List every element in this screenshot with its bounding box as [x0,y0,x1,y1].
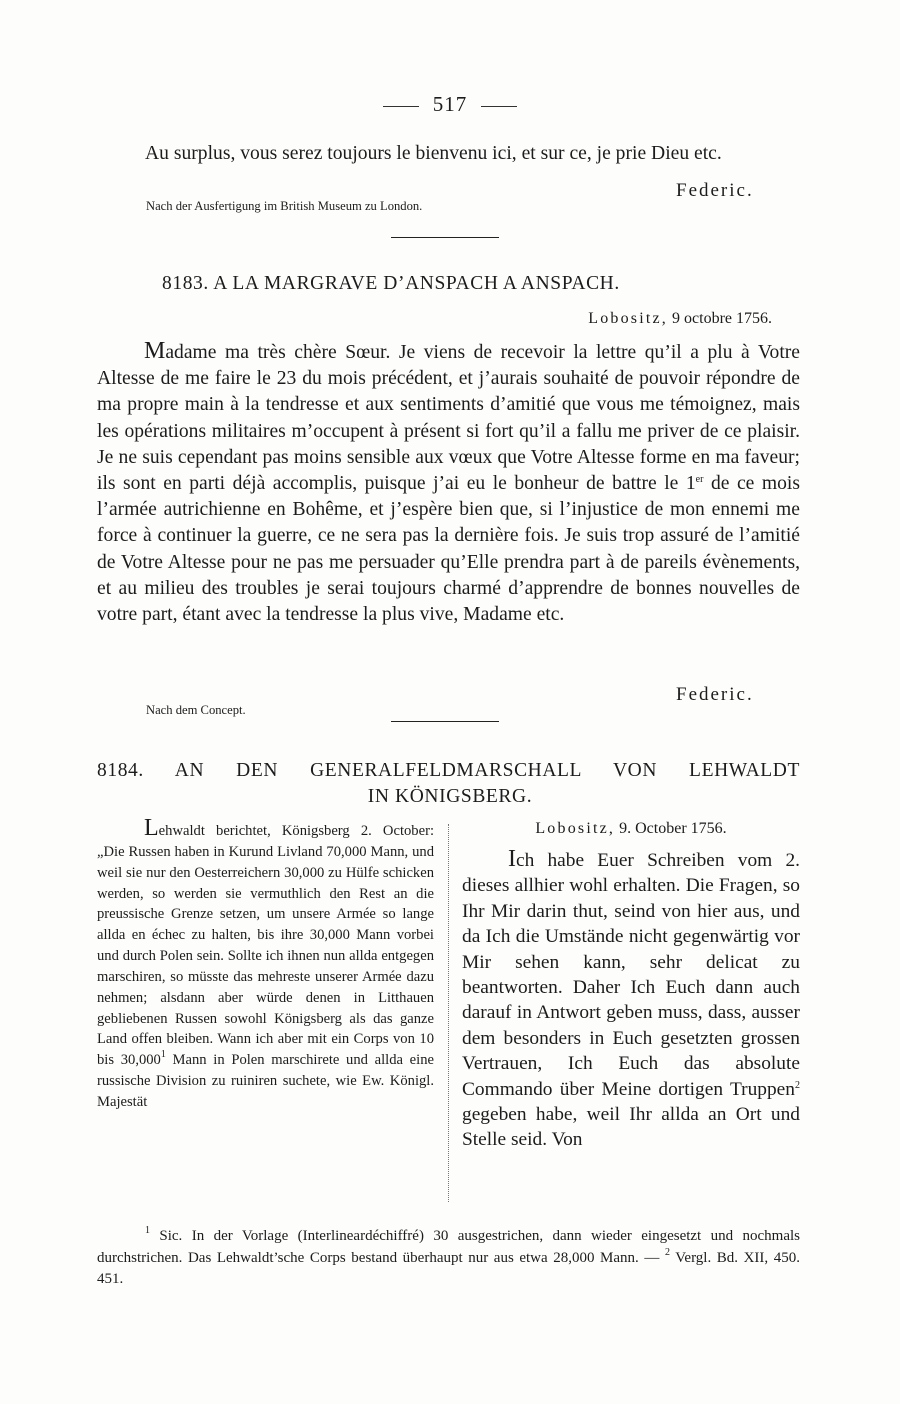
letter-8184-dateline [462,820,800,838]
letter-8183-signature: Federic. [676,684,754,705]
reply-footnote-mark: 2 [795,1079,800,1091]
footnotes [97,1226,800,1291]
footnote-1-mark: 1 [145,1225,150,1236]
report-text-part1: ehwaldt berichtet, Königsberg 2. October: „Die Russen haben in Kurund Livland 70,000 Mann, und weil sie nur den Oesterreichern 30,000 zu Hülfe schicken werden, so werden sie vermuthlich den Rest an die preussische Grenze setzen, um unsere Armée so lange allda en échec zu halten, bis ihre 30,000 Mann vorbei und durch Polen sein. Sollte ich ihnen nun allda entgegen marschiren, so müsste das mehreste unserer Armée dazu nehmen; alsdann aber würde denen in Litthauen gebliebenen Russen sowohl Königsberg als das ganze Land offen bleiben. Wann ich aber mit ein Corps von 10 bis 30,000 [97,823,434,1069]
letter-8183-place: Lobositz, [588,310,669,327]
letter-8183-heading: 8183. A LA MARGRAVE D’ANSPACH A ANSPACH. [162,273,620,294]
letter-8183-superscript: er [695,474,704,486]
header-dash-left [383,106,419,107]
intro-signature: Federic. [676,180,754,201]
letter-8184-place: Lobositz, [535,820,616,837]
letter-8183-source-note: Nach dem Concept. [146,703,246,717]
footnote-2-text: Vergl. Bd. XII, 450. 451. [97,1249,800,1287]
letter-8184-date: 9. October 1756. [619,820,727,837]
column-divider [448,824,449,1202]
report-initial: L [144,815,159,841]
reply-text-part2: gegeben habe, weil Ihr allda an Ort und Stelle seid. Von [462,1104,800,1151]
header-dash-right [481,106,517,107]
footnote-1-text: Sic. In der Vorlage (Interlineardéchiffré) 30 ausgestrichen, dann wieder eingesetzt und nochmals durchstrichen. Das Lehwaldt’sche Corps bestand überhaupt nur aus etwa 28,000 Mann. — [97,1228,800,1266]
king-reply-column [462,847,800,1153]
intro-source-note: Nach der Ausfertigung im British Museum zu London. [146,199,423,213]
letter-8184-heading-line1: 8184. AN DEN GENERALFELDMARSCHALL VON LEHWALDT [97,760,800,781]
report-text-part2: Mann in Polen marschirete und allda eine russische Division zu ruiniren suchete, wie Ew. Königl. Majestät [97,1052,434,1110]
page-number: 517 [432,92,468,116]
letter-8183-body [97,338,800,628]
intro-paragraph: Au surplus, vous serez toujours le bienvenu ici, et sur ce, je prie Dieu etc. [145,143,722,164]
reply-text-part1: ch habe Euer Schreiben vom 2. dieses allhier wohl erhalten. Die Fragen, so Ihr Mir darin thut, seind von hier aus, und da Ich die Umstände nicht gegenwärtig vor Mir sehen kann, sehr delicat zu beantworten. Daher Ich Euch dann auch darauf in Antwort geben muss, dass, ausser dem besonders in Euch gesetzten grossen Vertrauen, Ich Euch das absolute Commando über Meine dortigen Truppen [462,850,800,1100]
section-rule [391,237,499,238]
lehwaldt-report-column [97,815,434,1113]
letter-8183-body-part2: de ce mois l’armée autrichienne en Bohême, et j’espère bien que, si l’injustice de mon ennemi me force à continuer la guerre, ce ne sera pas la dernière fois. Je suis trop assuré de l’amitié de Votre Altesse pour ne pas me persuader qu’Elle prendra part à de pareils évènements, et au milieu des troubles je serai toujours charmé d’apprendre de bonnes nouvelles de votre part, étant avec la tendresse la plus vive, Madame etc. [97,473,800,626]
letter-8183-body-part1: adame ma très chère Sœur. Je viens de recevoir la lettre qu’il a plu à Votre Altesse de me faire le 23 du mois précédent, et j’aurais souhaité de pouvoir répondre de ma propre main à la tendresse et aux sentiments d’amitié que vous me témoignez, mais les opérations militaires m’occupent à présent si fort qu’il a fallu me priver de ce plaisir. Je ne suis cependant pas moins sensible aux vœux que Votre Altesse forme en ma faveur; ils sont en parti déjà accomplis, puisque j’ai eu le bonheur de battre le 1 [97,342,800,495]
letter-8183-date: 9 octobre 1756. [672,310,772,327]
letter-8183-dateline [588,310,772,328]
letter-8184-heading-line2: IN KÖNIGSBERG. [367,786,533,807]
letter-8183-initial: M [144,338,166,364]
report-footnote-mark: 1 [160,1049,166,1061]
page-header [0,92,900,117]
reply-initial: I [508,846,516,872]
footnote-2-mark: 2 [664,1246,670,1258]
section-rule [391,721,499,722]
